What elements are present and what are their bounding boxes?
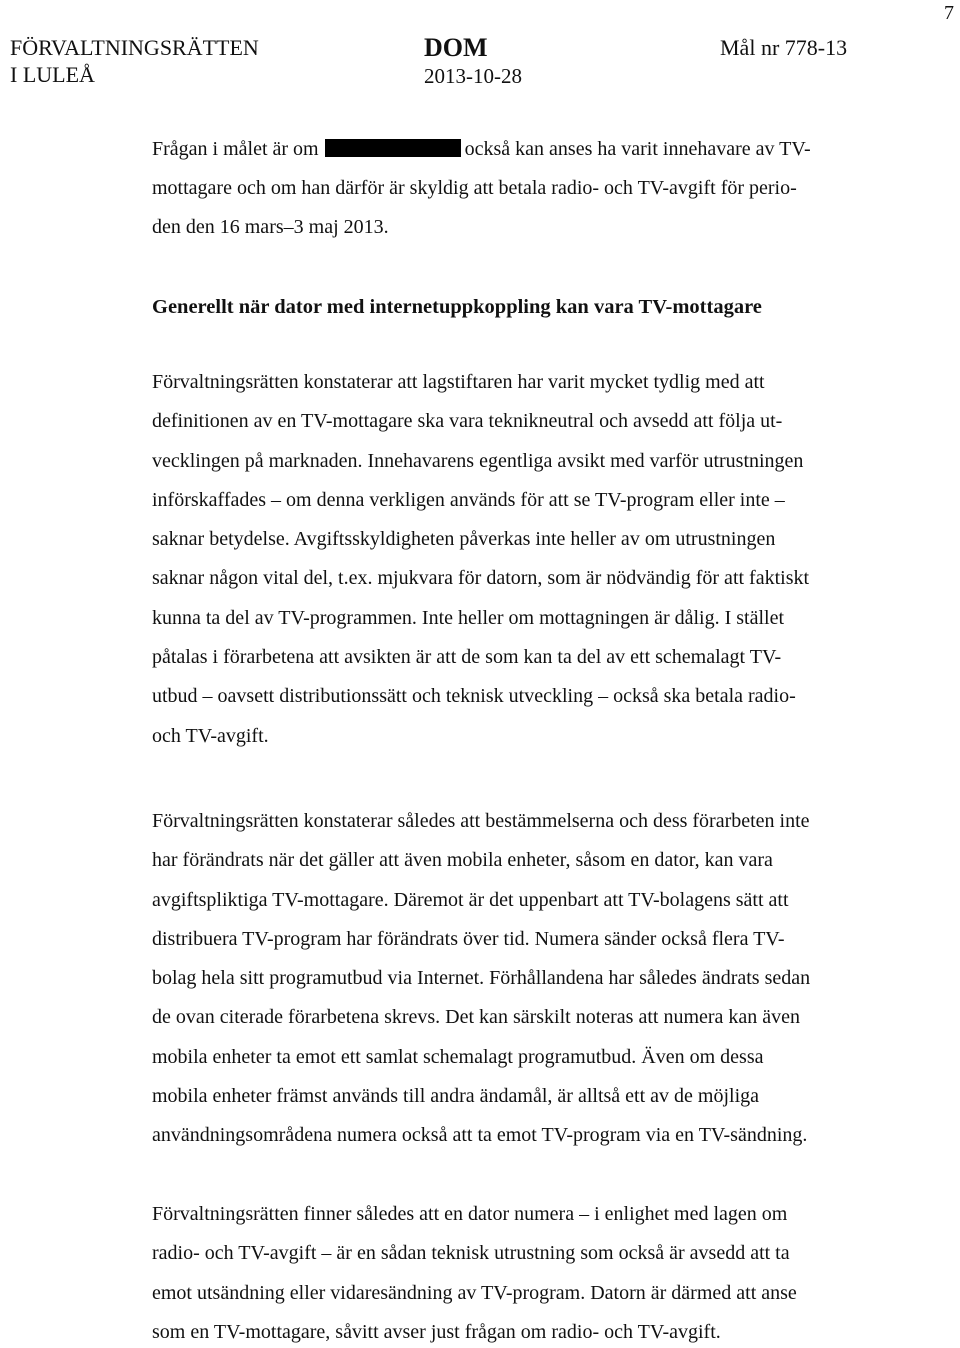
- paragraph-line: användningsområdena numera också att ta emot TV-program via en TV-sändning.: [152, 1124, 808, 1146]
- paragraph-line: påtalas i förarbetena att avsikten är att de som kan ta del av ett schemalagt TV-: [152, 646, 782, 668]
- paragraph-line: införskaffades – om denna verkligen används för att se TV-program eller inte –: [152, 489, 785, 511]
- intro-line-1-end: också kan anses ha varit innehavare av TV-: [464, 138, 811, 160]
- document-date: 2013-10-28: [424, 64, 522, 88]
- page-number: 7: [944, 2, 954, 24]
- intro-line-3: den den 16 mars–3 maj 2013.: [152, 216, 389, 238]
- court-name: [10, 35, 259, 89]
- paragraph-line: emot utsändning eller vidaresändning av TV-program. Datorn är därmed att anse: [152, 1282, 797, 1304]
- court-name-line-2: I LULEÅ: [10, 62, 95, 87]
- paragraph-line: saknar betydelse. Avgiftsskyldigheten påverkas inte heller av om utrustningen: [152, 528, 776, 550]
- paragraph-line: som en TV-mottagare, såvitt avser just frågan om radio- och TV-avgift.: [152, 1321, 721, 1343]
- redaction-bar: [325, 139, 461, 157]
- paragraph-line: Förvaltningsrätten konstaterar således att bestämmelserna och dess förarbeten inte: [152, 810, 810, 832]
- paragraph-line: bolag hela sitt programutbud via Internet. Förhållandena har således ändrats sedan: [152, 967, 811, 989]
- paragraph-line: definitionen av en TV-mottagare ska vara teknikneutral och avsedd att följa ut-: [152, 410, 783, 432]
- paragraph-line: mobila enheter främst används till andra ändamål, är alltså ett av de möjliga: [152, 1085, 760, 1107]
- paragraph-line: kunna ta del av TV-programmen. Inte heller om mottagningen är dålig. I stället: [152, 607, 785, 629]
- paragraph-line: utbud – oavsett distributionssätt och teknisk utveckling – också ska betala radio-: [152, 685, 796, 707]
- intro-line-2: mottagare och om han därför är skyldig att betala radio- och TV-avgift för perio-: [152, 177, 797, 199]
- paragraph-line: distribuera TV-program har förändrats över tid. Numera sänder också flera TV-: [152, 928, 785, 950]
- intro-line-1-start: Frågan i målet är om: [152, 138, 319, 160]
- paragraph-line: vecklingen på marknaden. Innehavarens egentliga avsikt med varför utrustningen: [152, 450, 804, 472]
- court-name-line-1: FÖRVALTNINGSRÄTTEN: [10, 35, 259, 60]
- paragraph-line: radio- och TV-avgift – är en sådan teknisk utrustning som också är avsedd att ta: [152, 1242, 790, 1264]
- paragraph-line: saknar någon vital del, t.ex. mjukvara för datorn, som är nödvändig för att faktiskt: [152, 567, 810, 589]
- paragraph-line: Förvaltningsrätten konstaterar att lagstiftaren har varit mycket tydlig med att: [152, 371, 765, 393]
- paragraph-line: avgiftspliktiga TV-mottagare. Däremot är det uppenbart att TV-bolagens sätt att: [152, 889, 789, 911]
- paragraph-line: har förändrats när det gäller att även mobila enheter, såsom en dator, kan vara: [152, 849, 773, 871]
- case-number: Mål nr 778-13: [720, 35, 848, 60]
- paragraph-line: Förvaltningsrätten finner således att en dator numera – i enlighet med lagen om: [152, 1203, 788, 1225]
- paragraph-line: och TV-avgift.: [152, 725, 269, 747]
- paragraph-line: de ovan citerade förarbetena skrevs. Det kan särskilt noteras att numera kan även: [152, 1006, 801, 1028]
- document-type: DOM: [424, 33, 488, 62]
- intro-line-1: [152, 138, 811, 161]
- paragraph-line: mobila enheter ta emot ett samlat schemalagt programutbud. Även om dessa: [152, 1046, 764, 1068]
- section-heading: Generellt när dator med internetuppkoppling kan vara TV-mottagare: [152, 296, 762, 318]
